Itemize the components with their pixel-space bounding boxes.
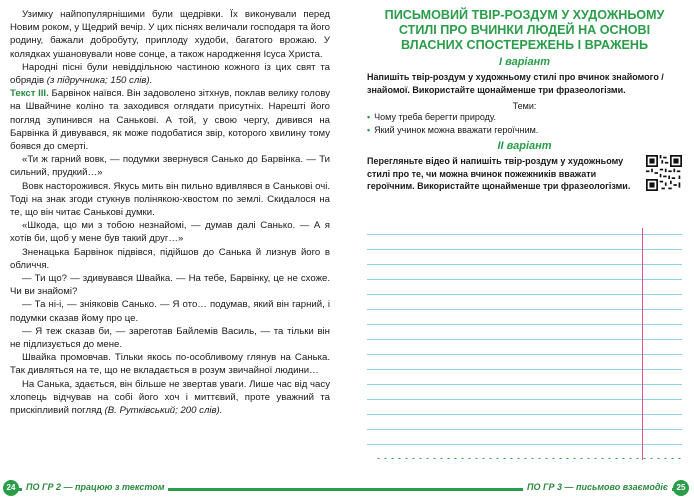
- text3-paragraph: «Ти ж гарний вовк, — подумки звернувся Санько до Барвінка. — Ти сильний, прудкий…»: [10, 154, 330, 179]
- right-footer: [347, 479, 694, 497]
- paragraph-folk-songs: Народні пісні були невіддільною частиною кожного із цих свят та обрядів (з підручника; 150 слів).: [10, 61, 330, 87]
- page-title: ПИСЬМОВИЙ ТВІР-РОЗДУМ У ХУДОЖНЬОМУ СТИЛІ ПРО ВЧИНКИ ЛЮДЕЙ НА ОСНОВІ ВЛАСНИХ СПОСТЕРЕЖЕНЬ І ВРАЖЕНЬ: [384, 8, 665, 52]
- bullet-icon: •: [367, 125, 371, 136]
- page-number: 24: [3, 480, 19, 496]
- right-page: [347, 0, 694, 497]
- topic-item: • Який учинок можна вважати героїчним.: [367, 125, 539, 136]
- topic-item: • Чому треба берегти природу.: [367, 112, 497, 123]
- text-label: Текст ІІІ.: [10, 88, 49, 100]
- task-2: Перегляньте відео й напишіть твір-роздум у художньому стилі про те, чи можна вчинок пожежників вважати героїчним. Використайте щонайменше три фразеологізми.: [367, 156, 631, 192]
- assignment-block: [367, 8, 682, 193]
- writing-lines[interactable]: [367, 228, 682, 460]
- text3-paragraph: — Я теж сказав би, — зареготав Байлемів Василь, — та тільки він не підлизується до мене.: [10, 325, 330, 351]
- task-2-wrapper: [367, 155, 682, 193]
- text3-paragraph: — Ти що? — здивувався Швайка. — На тебе, Барвінку, це не схоже. Чи ви знайомі?: [10, 273, 330, 298]
- footer-label: ПО ГР 3 — письмово взаємодіє: [523, 482, 672, 492]
- bullet-icon: •: [367, 112, 371, 123]
- page-number: 25: [673, 480, 689, 496]
- text3-first-paragraph: Текст ІІІ. Барвінок наївся. Він задоволено зітхнув, поклав велику голову на Швайчине коліно та заходився оглядати присутніх. Нарешті його погляд зупинився на Саньковi. А той, у свою чергу, дивився на Барвінка й дивувався, як може подобатися звір, которого хвилину тому боявся до смерті.: [10, 88, 331, 153]
- left-footer: [0, 479, 347, 497]
- text3-paragraph: — Та ні-і, — зніяковів Санько. — Я ото… подумав, який він гарний, і подумки сказав йому про це.: [10, 299, 330, 324]
- text3-paragraph: Вовк насторожився. Якусь мить він пильно вдивлявся в Санькові очі. Тоді на знак згоди стукнув полінякою-хвостом по землі. Скидалося на те, що він читає Санькові думки.: [10, 180, 330, 219]
- margin-line: [642, 228, 643, 460]
- source-note: (з підручника; 150 слів).: [46, 75, 153, 87]
- paragraph-shchedrivky: Узимку найпопулярнішими були щедрівки. Їх виконували перед Новим роком, у Щедрий вечір. У цих піснях величали господаря та його родину, бажали добробуту, приплоду худоби, багатого врожаю. У колядках ушановували нове сонце, а також народження Ісуса Христа.: [10, 9, 330, 60]
- text3-paragraph: На Санька, здається, він більше не звертав уваги. Лише час від часу хлопець відчував на собі його хоч і миттєвий, проте уважний та прискіпливий погляд (В. Рутківський; 200 слів).: [10, 378, 330, 417]
- text3-paragraph: «Шкода, що ми з тобою незнайомі, — думав далі Санько. — А я хотів би, щоб у мене був такий друг…»: [10, 220, 330, 245]
- variant-1-heading: І варіант: [498, 56, 551, 68]
- dotted-border: [375, 457, 685, 460]
- topics-label: Теми:: [512, 101, 537, 112]
- footer-label: ПО ГР 2 — працюю з текстом: [22, 482, 168, 492]
- variant-2-heading: ІІ варіант: [497, 140, 552, 153]
- qr-code-icon[interactable]: [646, 155, 682, 191]
- task-1: Напишіть твір-роздум у художньому стилі про вчинок знайомого / знайомої. Використайте щонайменше три фразеологізми.: [367, 72, 664, 95]
- text3-paragraph: Швайка промовчав. Тільки якось по-особливому глянув на Санька. Так дивляться на те, що не вкладається в розум звичайної людини…: [10, 352, 330, 377]
- reading-text: [10, 8, 330, 417]
- text3-paragraph: Зненацька Барвінок підвівся, підійшов до Санька й лизнув його в обличчя.: [10, 246, 330, 271]
- source-note: (В. Рутківський; 200 слів).: [104, 405, 223, 417]
